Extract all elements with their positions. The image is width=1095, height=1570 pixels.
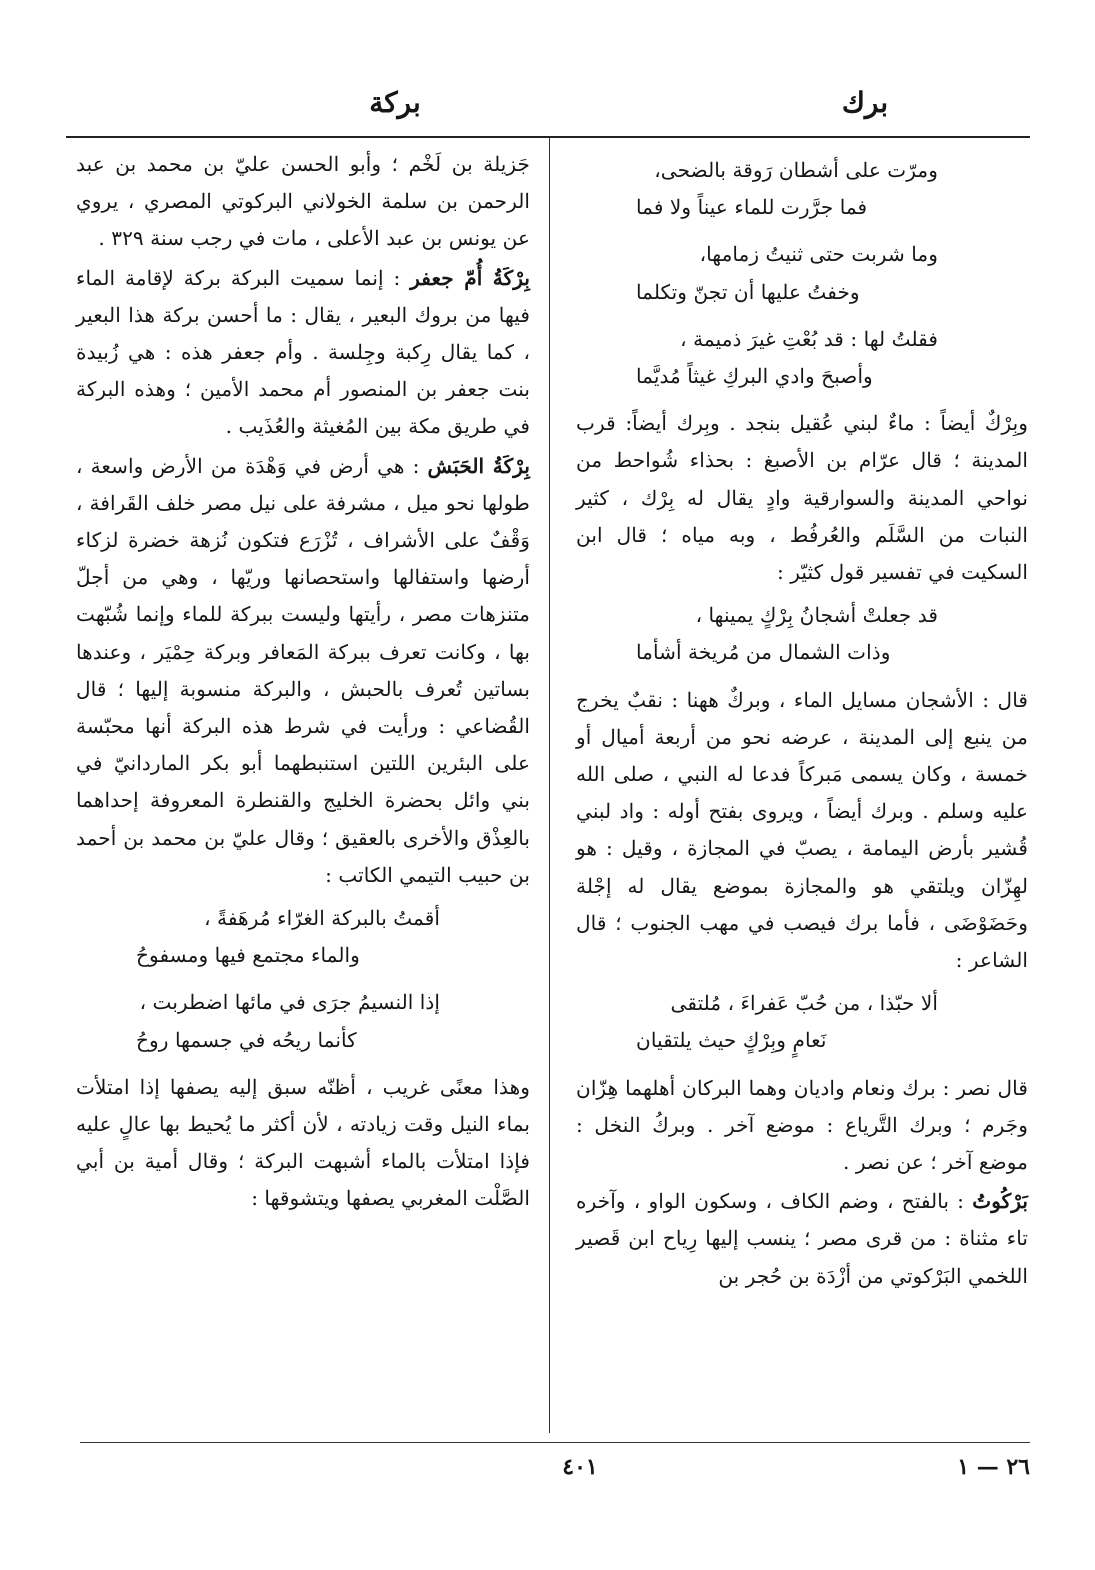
verse-line: كأنما ريحُه في جسمها روحُ xyxy=(136,1027,357,1052)
header-left-title: بركة xyxy=(369,86,421,119)
page-number: ٤٠١ xyxy=(562,1454,598,1480)
verse xyxy=(576,152,1028,226)
verse xyxy=(576,321,1028,395)
header-right-title: برك xyxy=(841,86,889,119)
page-footer xyxy=(80,1448,1030,1488)
verse xyxy=(76,984,530,1058)
verse-line: فقلتُ لها : قد بُعْتِ غيرَ ذميمة ، xyxy=(680,326,938,351)
entry-text: : بالفتح ، وضم الكاف ، وسكون الواو ، وآخره تاء مثناة : من قرى مصر ؛ ينسب إليها رِياح ابن قَصير اللخمي البَرْكوتي من أزْدَة بن حُجر بن xyxy=(576,1189,1028,1288)
verse-line: وذات الشمال من مُريخة أشأما xyxy=(636,640,891,665)
entry-text: : إنما سميت البركة بركة لإقامة الماء فيها من بروك البعير ، يقال : ما أحسن بركة هذا البعير ، كما يقال رِكبة وجِلسة . وأم جعفر هذه : هي زُبيدة بنت جعفر بن المنصور أم محمد الأمين ؛ وهذه البركة في طريق مكة بين المُغيثة والعُذَيب . xyxy=(76,265,530,439)
paragraph: قال نصر : برك ونعام واديان وهما البركان أهلهما هِزّان وجَرم ؛ وبرك التَّرياع : موضع آخر . وبركُ النخل : موضع آخر ؛ عن نصر . xyxy=(576,1075,1028,1175)
entry-headword: بِرْكَةُ الحَبَش xyxy=(427,453,530,478)
verse-line: والماء مجتمع فيها ومسفوحُ xyxy=(136,943,360,968)
column-divider xyxy=(549,138,550,1433)
entry-text: : هي أرض في وَهْدَة من الأرض واسعة ، طولها نحو ميل ، مشرفة على نيل مصر خلف القَرافة ، وَقْفٌ على الأشراف ، تُزْرَع فتكون نُزهة خضرة لزكاء أرضها واستفالها واستحصانها وريّها ، وهي من أجلّ متنزهات مصر ، رأيتها وليست ببركة للماء وإنما شُبّهت بها ، وكانت تعرف ببركة المَعافر وبركة حِمْيَر ، وعندها بساتين تُعرف بالحبش ، والبركة منسوبة إليها ؛ قال القُضاعي : ورأيت في شرط هذه البركة أنها محبّسة على البئرين اللتين استنبطهما أبو بكر الماردانيّ في بني وائل بحضرة الخليج والقنطرة المعروفة إحداهما بالعِذْق والأخرى بالعقيق ؛ وقال عليّ بن محمد بن أحمد بن حبيب التيمي الكاتب : xyxy=(76,453,530,887)
verse-line: أقمتُ بالبركة الغرّاء مُرهَفةً ، xyxy=(204,906,440,931)
entry-headword: بِرْكَةُ أُمّ جعفر xyxy=(410,265,530,290)
right-column xyxy=(576,146,1028,1297)
dictionary-entry xyxy=(76,448,530,894)
footer-rule xyxy=(80,1442,1030,1443)
verse-line: نَعامٍ وبِرْكٍ حيث يلتقيان xyxy=(636,1028,827,1053)
verse xyxy=(576,985,1028,1059)
verse-line: وما شربت حتى ثنيتُ زمامها، xyxy=(699,242,938,267)
left-column xyxy=(76,146,530,1220)
verse xyxy=(576,597,1028,671)
verse-line: ألا حبّذا ، من حُبّ عَفراءَ ، مُلتقى xyxy=(670,991,938,1016)
dictionary-entry xyxy=(576,1183,1028,1295)
entry-headword: بَرْكُوتُ xyxy=(972,1189,1028,1214)
verse-line: وأصبحَ وادي البركِ غيثاً مُديَّما xyxy=(636,364,873,389)
verse-line: ومرّت على أشطان رَوقة بالضحى، xyxy=(654,158,938,182)
paragraph: قال : الأشجان مسايل الماء ، وبركٌ ههنا : نقبٌ يخرج من ينبع إلى المدينة ، عرضه نحو من أربعة أميال أو خمسة ، وكان يسمى مَبركاً فدعا له النبي ، صلى الله عليه وسلم . وبرك أيضاً ، ويروى بفتح أوله : واد لبني قُشير بأرض اليمامة ، يصبّ في المجازة ، وقيل : هو لهِزّان ويلتقي هو والمجازة بموضع يقال له إجْلة وحَضَوْضَى ، فأما برك فيصب في مهب الجنوب ؛ قال الشاعر : xyxy=(576,687,1028,973)
running-header xyxy=(80,78,1030,128)
paragraph: وهذا معنًى غريب ، أظنّه سبق إليه يصفها إذا امتلأت بماء النيل وقت زيادته ، لأن أكثر ما يُحيط بها عالٍ عليه فإذا امتلأت بالماء أشبهت البركة ؛ وقال أمية بن أبي الصَّلْت المغربي يصفها ويتشوقها : xyxy=(76,1074,530,1211)
header-rule xyxy=(66,136,1030,138)
verse xyxy=(76,900,530,974)
verse-line: وخفتُ عليها أن تجنّ وتكلما xyxy=(636,279,860,304)
paragraph: جَزيلة بن لَخْم ؛ وأبو الحسن عليّ بن محمد بن عبد الرحمن بن سلمة الخولاني البركوتي المصري ، يروي عن يونس بن عبد الأعلى ، مات في رجب سنة ٣٢٩ . xyxy=(76,152,530,251)
verse-line: قد جعلتْ أشجانُ بِرْكٍ يمينها ، xyxy=(695,603,938,628)
verse-line: إذا النسيمُ جرَى في مائها اضطربت ، xyxy=(139,990,440,1015)
paragraph: وبِرْكٌ أيضاً : ماءٌ لبني عُقيل بنجد . وبِرك أيضاً: قرب المدينة ؛ قال عرّام بن الأصبغ : بحذاء شُواحط من نواحي المدينة والسوارقية وادٍ يقال له بِرْك ، كثير النبات من السَّلَم والعُرفُط ، وبه مياه ؛ قال ابن السكيت في تفسير قول كثيّر : xyxy=(576,411,1028,585)
dictionary-entry xyxy=(76,260,530,446)
verse xyxy=(576,236,1028,310)
verse-line: فما جرَّرت للماء عيناً ولا فما xyxy=(636,195,868,220)
signature-mark: ٢٦ — ١ xyxy=(957,1454,1030,1480)
